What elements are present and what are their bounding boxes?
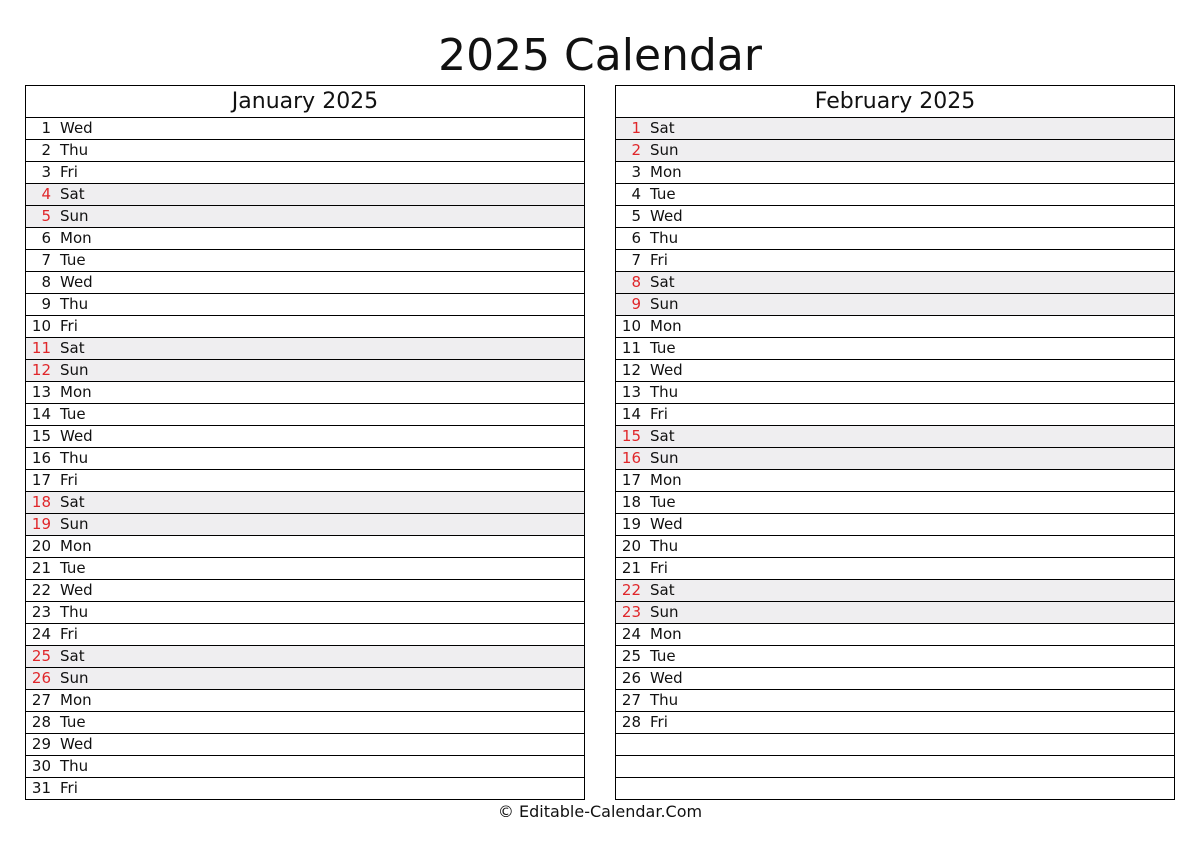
day-number: 7 <box>41 251 51 269</box>
day-row <box>616 338 1174 360</box>
day-number: 30 <box>31 757 51 775</box>
weekday-name: Fri <box>60 163 78 181</box>
weekday-name: Fri <box>650 559 668 577</box>
day-number: 26 <box>621 669 641 687</box>
day-row <box>26 404 584 426</box>
weekday-name: Wed <box>650 207 683 225</box>
day-number: 15 <box>621 427 641 445</box>
day-number: 23 <box>31 603 51 621</box>
weekday-name: Wed <box>60 581 93 599</box>
day-number: 26 <box>31 669 51 687</box>
day-number: 6 <box>631 229 641 247</box>
day-number: 25 <box>621 647 641 665</box>
day-number: 5 <box>631 207 641 225</box>
day-row <box>616 162 1174 184</box>
day-number: 23 <box>621 603 641 621</box>
day-number: 25 <box>31 647 51 665</box>
day-number: 11 <box>621 339 641 357</box>
day-row <box>26 206 584 228</box>
day-number: 17 <box>621 471 641 489</box>
day-number: 2 <box>631 141 641 159</box>
day-number: 16 <box>621 449 641 467</box>
day-number: 8 <box>41 273 51 291</box>
day-number: 16 <box>31 449 51 467</box>
weekday-name: Fri <box>650 405 668 423</box>
day-number: 20 <box>31 537 51 555</box>
day-row <box>616 404 1174 426</box>
day-row <box>26 492 584 514</box>
day-number: 20 <box>621 537 641 555</box>
weekday-name: Wed <box>60 735 93 753</box>
day-row <box>616 690 1174 712</box>
day-number: 15 <box>31 427 51 445</box>
day-number: 2 <box>41 141 51 159</box>
day-row <box>616 360 1174 382</box>
day-number: 21 <box>31 559 51 577</box>
day-row <box>616 712 1174 734</box>
day-number: 19 <box>31 515 51 533</box>
day-row <box>26 272 584 294</box>
weekday-name: Sun <box>60 361 89 379</box>
weekday-name: Thu <box>60 141 89 159</box>
weekday-name: Sun <box>60 669 89 687</box>
day-row <box>26 514 584 536</box>
weekday-name: Tue <box>60 405 86 423</box>
day-row <box>26 228 584 250</box>
day-number: 21 <box>621 559 641 577</box>
weekday-name: Mon <box>650 625 682 643</box>
day-number: 14 <box>621 405 641 423</box>
day-row <box>616 118 1174 140</box>
weekday-name: Tue <box>650 185 676 203</box>
weekday-name: Sat <box>60 185 85 203</box>
day-number: 22 <box>31 581 51 599</box>
day-number: 28 <box>31 713 51 731</box>
day-number: 31 <box>31 779 51 797</box>
weekday-name: Sat <box>650 427 675 445</box>
day-row <box>26 184 584 206</box>
weekday-name: Sun <box>650 295 679 313</box>
weekday-name: Wed <box>60 427 93 445</box>
day-row <box>616 426 1174 448</box>
weekday-name: Mon <box>60 229 92 247</box>
day-row <box>616 184 1174 206</box>
day-row <box>26 734 584 756</box>
day-number: 6 <box>41 229 51 247</box>
day-list <box>616 118 1174 799</box>
day-number: 12 <box>31 361 51 379</box>
weekday-name: Sat <box>650 581 675 599</box>
day-number: 9 <box>41 295 51 313</box>
day-row <box>616 250 1174 272</box>
day-row <box>616 492 1174 514</box>
day-row <box>26 580 584 602</box>
weekday-name: Fri <box>60 317 78 335</box>
weekday-name: Sat <box>60 493 85 511</box>
day-row <box>616 514 1174 536</box>
weekday-name: Wed <box>60 273 93 291</box>
weekday-name: Tue <box>650 493 676 511</box>
day-row <box>26 668 584 690</box>
weekday-name: Sat <box>60 339 85 357</box>
weekday-name: Fri <box>60 779 78 797</box>
day-row <box>26 162 584 184</box>
day-row <box>616 580 1174 602</box>
day-row <box>26 140 584 162</box>
month-february <box>615 85 1175 800</box>
day-row <box>26 294 584 316</box>
day-row <box>26 756 584 778</box>
day-row <box>26 448 584 470</box>
day-row <box>26 646 584 668</box>
day-row <box>616 646 1174 668</box>
weekday-name: Thu <box>60 449 89 467</box>
day-number: 18 <box>31 493 51 511</box>
day-number: 28 <box>621 713 641 731</box>
day-row <box>26 690 584 712</box>
day-row <box>616 624 1174 646</box>
day-number: 18 <box>621 493 641 511</box>
day-number: 13 <box>621 383 641 401</box>
weekday-name: Mon <box>650 317 682 335</box>
weekday-name: Wed <box>60 119 93 137</box>
day-number: 3 <box>631 163 641 181</box>
day-row <box>26 118 584 140</box>
weekday-name: Tue <box>60 251 86 269</box>
weekday-name: Thu <box>650 229 679 247</box>
weekday-name: Tue <box>60 559 86 577</box>
weekday-name: Wed <box>650 361 683 379</box>
day-number: 29 <box>31 735 51 753</box>
day-number: 19 <box>621 515 641 533</box>
footer-credit: © Editable-Calendar.Com <box>497 802 703 821</box>
weekday-name: Sun <box>650 603 679 621</box>
day-row <box>616 470 1174 492</box>
weekday-name: Fri <box>60 471 78 489</box>
day-row <box>616 316 1174 338</box>
day-number: 13 <box>31 383 51 401</box>
day-number: 4 <box>631 185 641 203</box>
day-row <box>26 338 584 360</box>
day-row <box>616 228 1174 250</box>
weekday-name: Mon <box>650 163 682 181</box>
day-row <box>26 778 584 799</box>
day-row <box>616 558 1174 580</box>
day-number: 3 <box>41 163 51 181</box>
empty-row <box>616 734 1174 756</box>
weekday-name: Wed <box>650 669 683 687</box>
weekday-name: Thu <box>650 691 679 709</box>
day-row <box>26 602 584 624</box>
day-row <box>26 360 584 382</box>
day-number: 10 <box>31 317 51 335</box>
day-row <box>26 316 584 338</box>
weekday-name: Sat <box>60 647 85 665</box>
day-number: 24 <box>621 625 641 643</box>
day-number: 1 <box>41 119 51 137</box>
weekday-name: Sat <box>650 273 675 291</box>
weekday-name: Mon <box>60 691 92 709</box>
day-row <box>616 272 1174 294</box>
day-row <box>26 558 584 580</box>
day-number: 1 <box>631 119 641 137</box>
weekday-name: Sun <box>60 515 89 533</box>
day-number: 27 <box>621 691 641 709</box>
day-row <box>616 668 1174 690</box>
day-row <box>616 536 1174 558</box>
day-number: 14 <box>31 405 51 423</box>
day-number: 7 <box>631 251 641 269</box>
day-row <box>616 140 1174 162</box>
day-number: 17 <box>31 471 51 489</box>
day-number: 12 <box>621 361 641 379</box>
day-row <box>26 382 584 404</box>
month-january <box>25 85 585 800</box>
day-number: 8 <box>631 273 641 291</box>
weekday-name: Thu <box>650 383 679 401</box>
day-number: 11 <box>31 339 51 357</box>
day-number: 24 <box>31 625 51 643</box>
day-number: 4 <box>41 185 51 203</box>
weekday-name: Thu <box>60 757 89 775</box>
day-row <box>616 448 1174 470</box>
weekday-name: Tue <box>650 339 676 357</box>
day-row <box>26 536 584 558</box>
weekday-name: Fri <box>650 251 668 269</box>
day-row <box>616 206 1174 228</box>
weekday-name: Thu <box>60 603 89 621</box>
day-number: 27 <box>31 691 51 709</box>
weekday-name: Fri <box>60 625 78 643</box>
weekday-name: Tue <box>60 713 86 731</box>
day-row <box>616 602 1174 624</box>
weekday-name: Thu <box>60 295 89 313</box>
page-title: 2025 Calendar <box>438 30 762 81</box>
weekday-name: Mon <box>60 537 92 555</box>
weekday-name: Sat <box>650 119 675 137</box>
weekday-name: Mon <box>60 383 92 401</box>
day-number: 9 <box>631 295 641 313</box>
day-list <box>26 118 584 799</box>
day-number: 5 <box>41 207 51 225</box>
weekday-name: Mon <box>650 471 682 489</box>
weekday-name: Sun <box>650 141 679 159</box>
empty-row <box>616 778 1174 799</box>
weekday-name: Sun <box>650 449 679 467</box>
weekday-name: Tue <box>650 647 676 665</box>
weekday-name: Fri <box>650 713 668 731</box>
weekday-name: Wed <box>650 515 683 533</box>
day-row <box>26 426 584 448</box>
day-row <box>26 470 584 492</box>
month-header: February 2025 <box>616 86 1174 118</box>
day-row <box>26 712 584 734</box>
weekday-name: Sun <box>60 207 89 225</box>
day-number: 22 <box>621 581 641 599</box>
day-row <box>26 624 584 646</box>
empty-row <box>616 756 1174 778</box>
day-row <box>26 250 584 272</box>
weekday-name: Thu <box>650 537 679 555</box>
day-number: 10 <box>621 317 641 335</box>
month-header: January 2025 <box>26 86 584 118</box>
day-row <box>616 294 1174 316</box>
day-row <box>616 382 1174 404</box>
